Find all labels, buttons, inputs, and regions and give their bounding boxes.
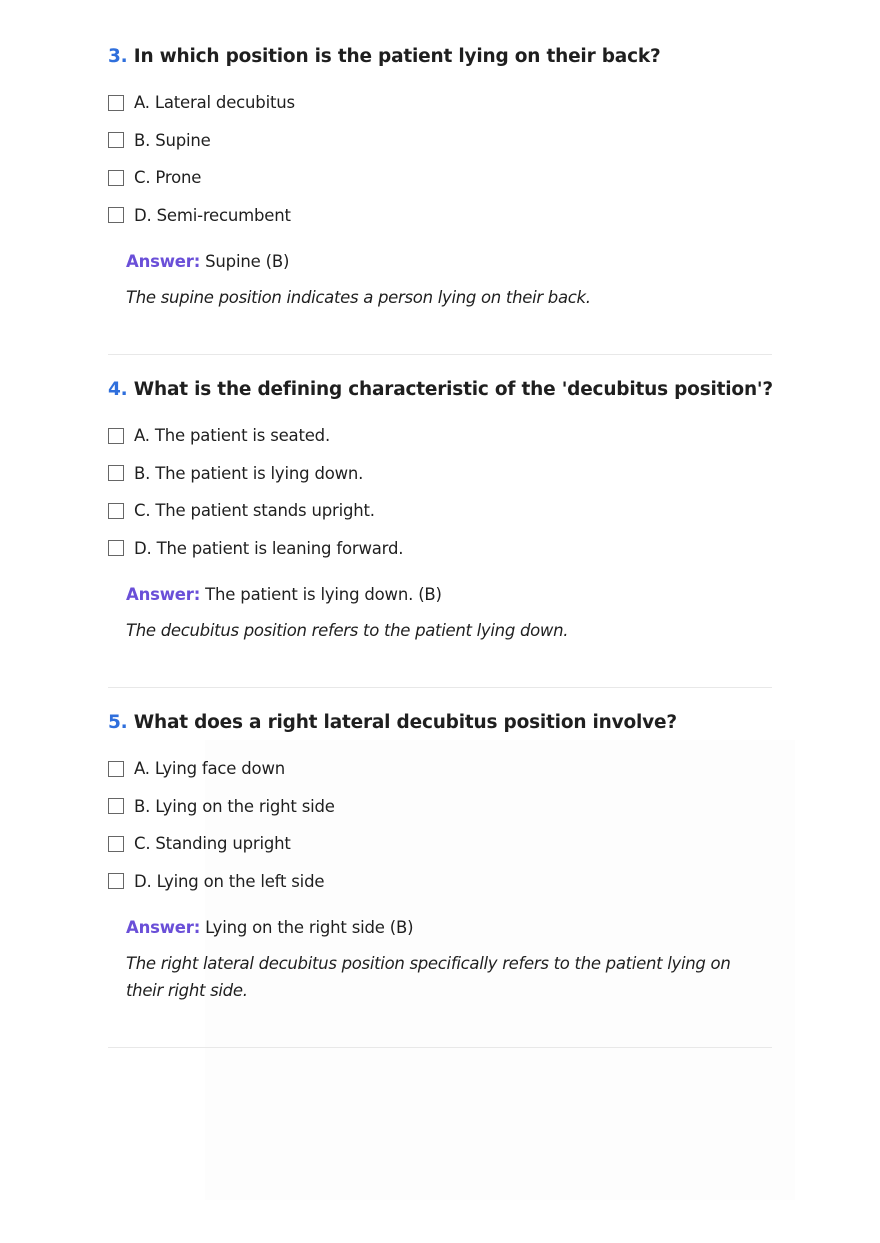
answer-label: Answer: xyxy=(126,252,201,271)
answer-label: Answer: xyxy=(126,585,201,604)
question-title xyxy=(108,44,772,70)
question-number: 3. xyxy=(108,46,128,67)
checkbox[interactable] xyxy=(108,503,124,519)
checkbox[interactable] xyxy=(108,207,124,223)
answer-line xyxy=(126,582,772,608)
question-text: In which position is the patient lying on their back? xyxy=(133,46,661,67)
explanation: The supine position indicates a person lying on their back. xyxy=(126,287,591,307)
question-number: 5. xyxy=(108,712,128,733)
checkbox[interactable] xyxy=(108,540,124,556)
checkbox[interactable] xyxy=(108,873,124,889)
option-label: A. Lateral decubitus xyxy=(134,93,295,113)
option-item[interactable] xyxy=(108,417,772,455)
divider xyxy=(108,687,772,688)
answer-line xyxy=(126,915,772,941)
option-item[interactable] xyxy=(108,84,772,122)
option-item[interactable] xyxy=(108,863,772,901)
question-block xyxy=(108,710,772,1048)
checkbox[interactable] xyxy=(108,95,124,111)
checkbox[interactable] xyxy=(108,132,124,148)
option-item[interactable] xyxy=(108,530,772,568)
explanation: The decubitus position refers to the patient lying down. xyxy=(126,620,569,640)
option-item[interactable] xyxy=(108,750,772,788)
option-item[interactable] xyxy=(108,197,772,235)
option-item[interactable] xyxy=(108,122,772,160)
checkbox[interactable] xyxy=(108,428,124,444)
checkbox[interactable] xyxy=(108,465,124,481)
option-label: C. The patient stands upright. xyxy=(134,501,375,521)
answer-label: Answer: xyxy=(126,918,201,937)
option-item[interactable] xyxy=(108,825,772,863)
answer-value: Lying on the right side (B) xyxy=(205,918,414,937)
divider xyxy=(108,354,772,355)
option-label: D. Semi-recumbent xyxy=(134,205,291,225)
divider xyxy=(108,1047,772,1048)
question-title xyxy=(108,710,772,736)
answer-value: Supine (B) xyxy=(205,252,290,271)
checkbox[interactable] xyxy=(108,836,124,852)
question-text: What does a right lateral decubitus position involve? xyxy=(133,712,677,733)
options-list xyxy=(108,750,772,900)
option-label: C. Prone xyxy=(134,168,202,188)
option-label: A. Lying face down xyxy=(134,759,285,779)
question-block xyxy=(108,44,772,355)
checkbox[interactable] xyxy=(108,761,124,777)
option-item[interactable] xyxy=(108,455,772,493)
checkbox[interactable] xyxy=(108,170,124,186)
option-label: B. Supine xyxy=(134,130,211,150)
explanation: The right lateral decubitus position specifically refers to the patient lying on their right side. xyxy=(126,953,731,1000)
option-label: B. The patient is lying down. xyxy=(134,463,364,483)
option-label: A. The patient is seated. xyxy=(134,426,331,446)
option-item[interactable] xyxy=(108,159,772,197)
quiz-content xyxy=(108,44,772,1070)
options-list xyxy=(108,84,772,234)
option-label: C. Standing upright xyxy=(134,834,291,854)
question-number: 4. xyxy=(108,379,128,400)
question-title xyxy=(108,377,772,403)
answer-value: The patient is lying down. (B) xyxy=(205,585,442,604)
options-list xyxy=(108,417,772,567)
question-block xyxy=(108,377,772,688)
option-item[interactable] xyxy=(108,788,772,826)
option-label: D. Lying on the left side xyxy=(134,871,325,891)
checkbox[interactable] xyxy=(108,798,124,814)
question-text: What is the defining characteristic of the 'decubitus position'? xyxy=(133,379,773,400)
option-label: D. The patient is leaning forward. xyxy=(134,538,404,558)
option-item[interactable] xyxy=(108,492,772,530)
answer-line xyxy=(126,249,772,275)
option-label: B. Lying on the right side xyxy=(134,796,335,816)
